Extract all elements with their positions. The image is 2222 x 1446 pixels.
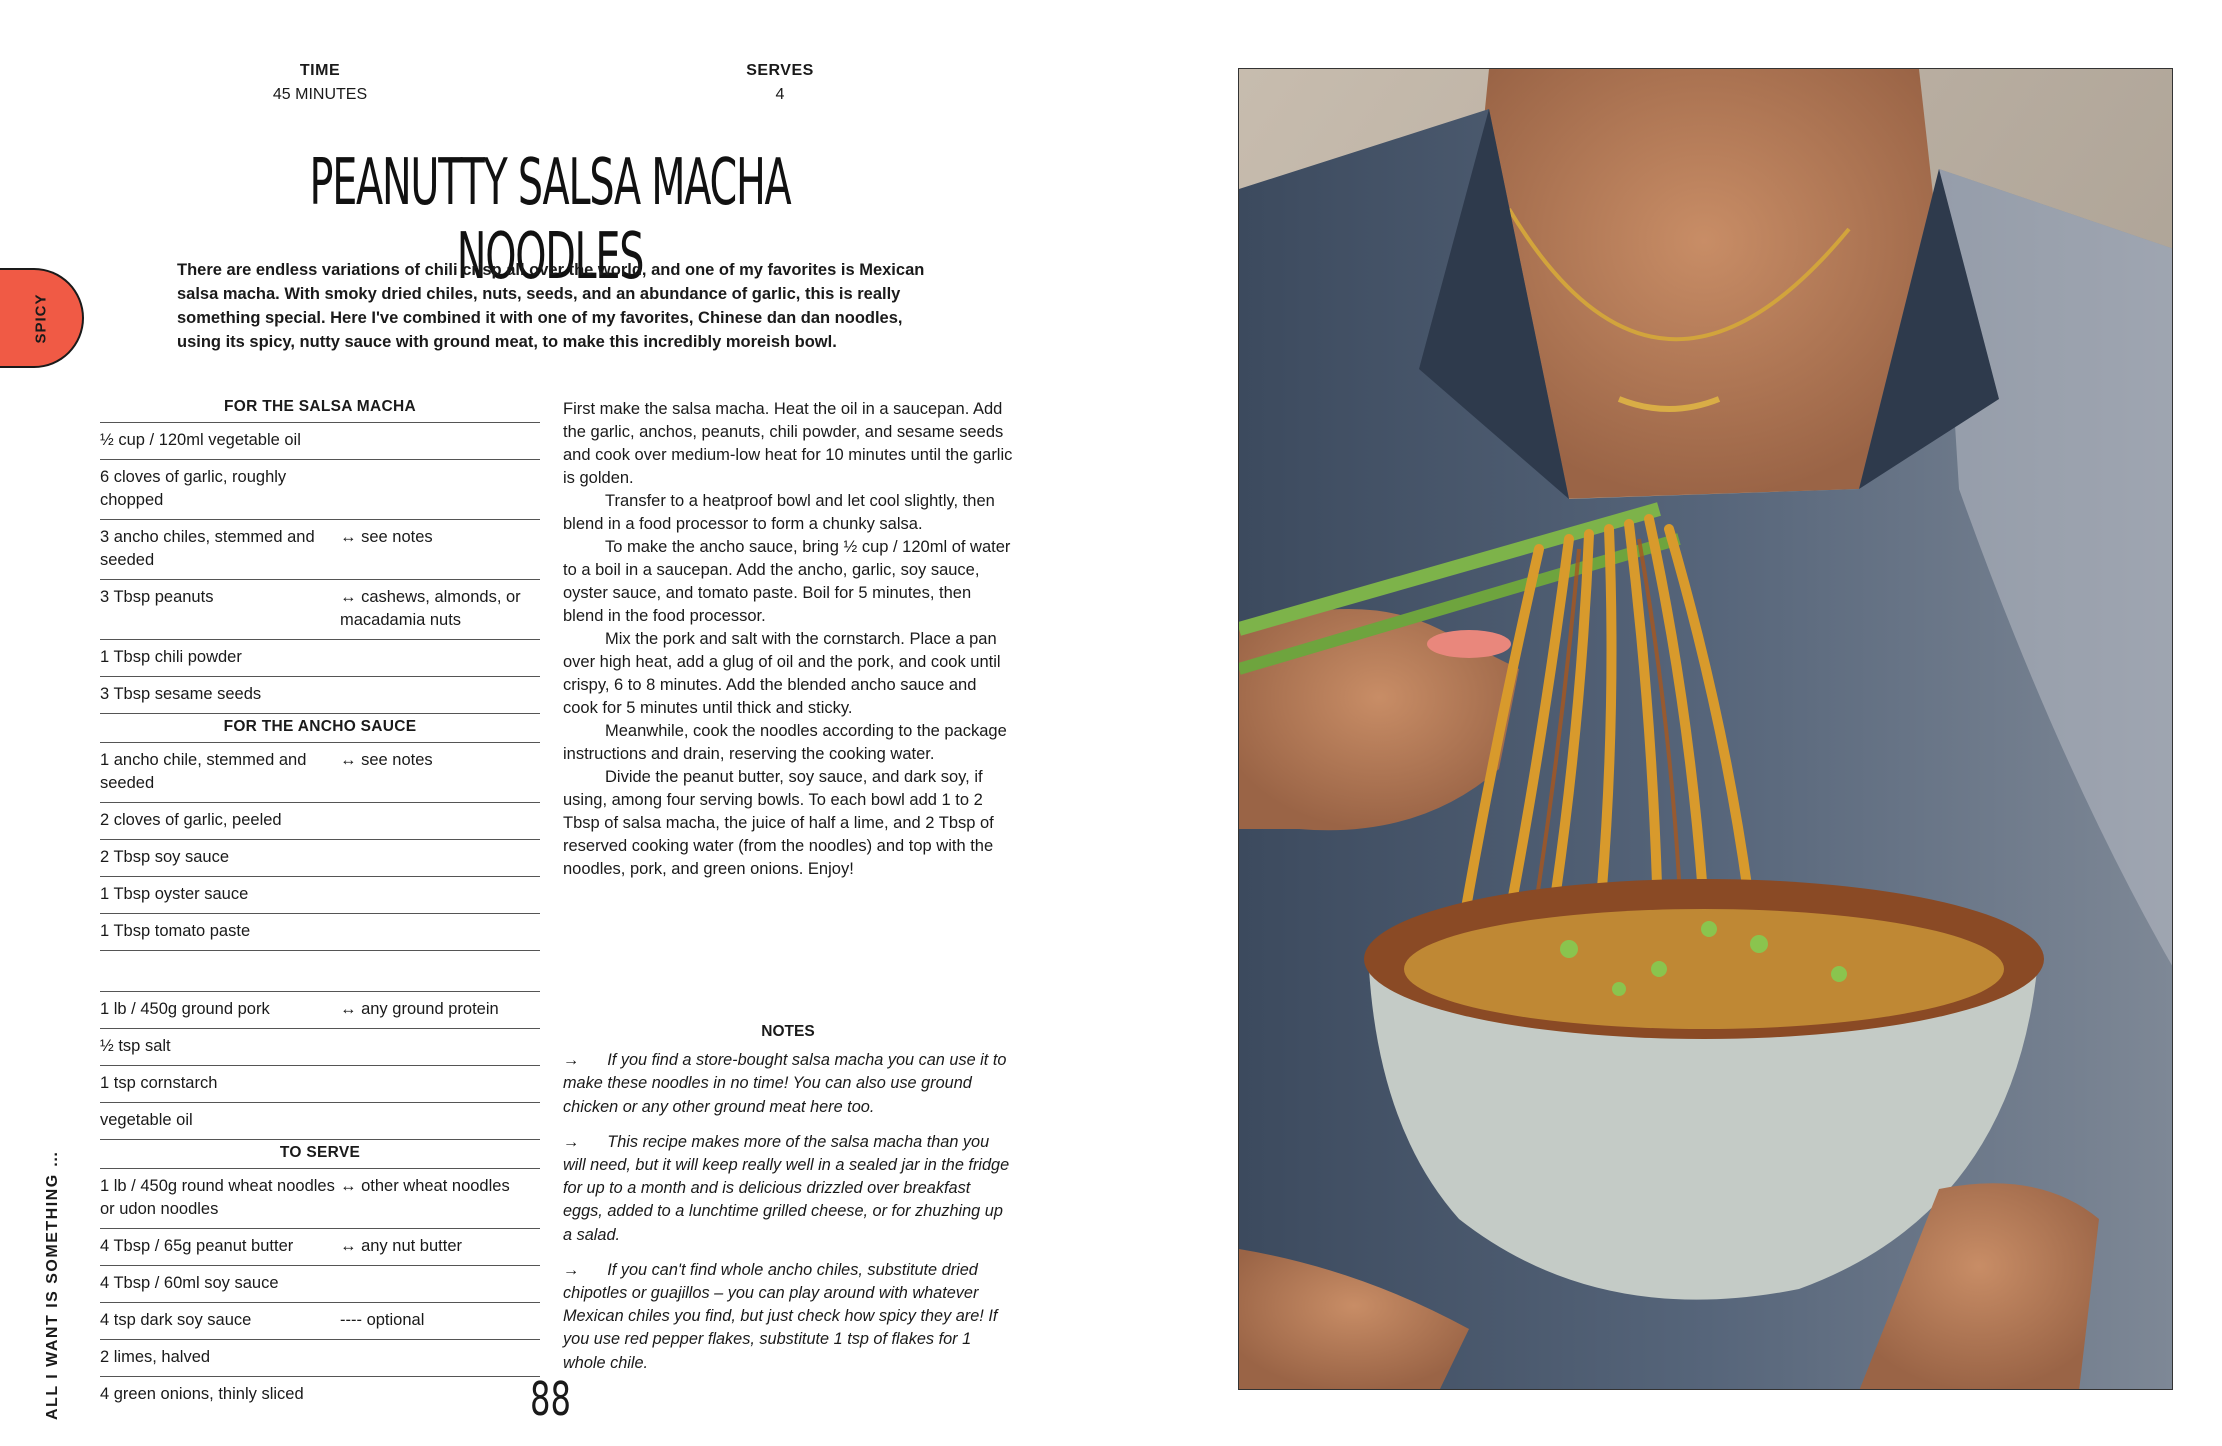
note-item [563,1049,1013,1119]
notes-list [563,1049,1013,1375]
ingredient-substitute: ↔ any nut butter [340,1237,462,1255]
ingredient-row [100,991,540,1028]
arrow-icon: → [563,1051,580,1070]
ingredient-row [100,1102,540,1139]
ingredient-row [100,676,540,713]
ingredient-row [100,1065,540,1102]
ingredient-name: 4 Tbsp / 60ml soy sauce [100,1274,279,1292]
ancho-heading: FOR THE ANCHO SAUCE [100,713,540,742]
note-item [563,1259,1013,1375]
time-label: TIME [299,62,341,79]
serve-group [100,1168,540,1413]
ingredient-substitute [340,683,540,706]
ingredient-substitute [340,883,540,906]
intro-paragraph: There are endless variations of chili crisp all over the world, and one of my favorites is Mexican salsa macha. With smoky dried chiles, nuts, seeds, and an abundance of garlic, this is really something special. Here I've combined it with one of my favorites, Chinese dan dan noodles, using its spicy, nutty sauce with ground meat, to make this incredibly moreish bowl. [177,261,925,351]
ingredient-substitute: ↔ any ground protein [340,1000,499,1018]
ingredient-substitute: ↔ other wheat noodles [340,1177,510,1195]
ingredient-name: 1 ancho chile, stemmed and seeded [100,751,307,792]
method-step: First make the salsa macha. Heat the oil in a saucepan. Add the garlic, anchos, peanuts, chili powder, and sesame seeds and cook over medium-low heat for 10 minutes until the garlic is golden. [563,400,1013,487]
ingredient-row [100,1376,540,1413]
ingredient-substitute [340,1272,540,1295]
time-value: 45 MINUTES [272,86,368,103]
arrow-icon: → [563,1132,580,1151]
ingredient-row [100,639,540,676]
method-step: Divide the peanut butter, soy sauce, and dark soy, if using, among four serving bowls. To each bowl add 1 to 2 Tbsp of salsa macha, the juice of half a lime, and 2 Tbsp of reserved cooking water (from the noodles) and top with the noodles, pork, and green onions. Enjoy! [563,768,994,878]
ingredient-name: ½ cup / 120ml vegetable oil [100,431,301,449]
serves-value: 4 [775,86,785,103]
ingredient-row [100,913,540,951]
arrow-icon: → [563,1260,580,1279]
ingredient-row [100,1168,540,1228]
ingredient-substitute: ↔ cashews, almonds, or macadamia nuts [340,588,521,629]
page-number: 88 [530,1372,571,1426]
ingredient-row [100,519,540,579]
time-block [210,62,430,104]
ingredient-row [100,1339,540,1376]
method-text [563,398,1013,881]
ingredient-name: 4 green onions, thinly sliced [100,1385,304,1403]
ingredient-name: 1 Tbsp oyster sauce [100,885,249,903]
ingredient-name: 1 Tbsp tomato paste [100,922,251,940]
ingredient-name: 3 Tbsp peanuts [100,588,214,606]
serves-label: SERVES [746,62,814,79]
method-step: To make the ancho sauce, bring ½ cup / 120ml of water to a boil in a saucepan. Add the ancho, garlic, soy sauce, oyster sauce, and tomato paste. Boil for 5 minutes, then blend in the food processor. [563,538,1011,625]
ingredient-row [100,876,540,913]
ingredient-name: ½ tsp salt [100,1037,171,1055]
ingredient-row [100,802,540,839]
noodle-photo-illustration [1239,69,2173,1390]
recipe-title: PEANUTTY SALSA MACHA NOODLES [309,146,791,294]
spicy-tab-label: SPICY [32,292,50,344]
salsa-group [100,422,540,713]
serves-block [670,62,890,104]
pork-group [100,991,540,1139]
ingredient-substitute: ↔ see notes [340,751,433,769]
note-text: If you can't find whole ancho chiles, substitute dried chipotles or guajillos – you can play around with whatever Mexican chiles you find, but just check how spicy they are! If you use red pepper flakes, substitute 1 tsp of flakes for 1 whole chile. [563,1260,998,1372]
method-step: Mix the pork and salt with the cornstarch. Place a pan over high heat, add a glug of oil and the pork, and cook until crispy, 6 to 8 minutes. Add the blended ancho sauce and cook for 5 minutes until thick and sticky. [563,630,1001,717]
ingredient-substitute [340,920,540,943]
ingredient-substitute [340,1383,540,1406]
ingredient-name: 2 Tbsp soy sauce [100,848,230,866]
ingredient-name: 3 Tbsp sesame seeds [100,685,262,703]
ingredient-row [100,422,540,459]
ingredient-row [100,1302,540,1339]
spicy-tab [0,268,84,368]
notes-section [563,1020,1013,1387]
serve-heading: TO SERVE [100,1139,540,1168]
ingredient-name: 1 lb / 450g ground pork [100,1000,270,1018]
ingredient-name: 1 tsp cornstarch [100,1074,218,1092]
ingredients-list [100,394,540,1413]
ingredient-name: 1 Tbsp chili powder [100,648,242,666]
ingredient-name: vegetable oil [100,1111,193,1129]
ingredient-substitute: ↔ see notes [340,528,433,546]
ingredient-substitute [340,846,540,869]
ingredient-name: 2 limes, halved [100,1348,211,1366]
ingredient-substitute [340,1072,540,1095]
chapter-side-label: ALL I WANT IS SOMETHING … [44,1149,61,1420]
ingredient-row [100,1028,540,1065]
ingredient-row [100,579,540,639]
ingredient-name: 6 cloves of garlic, roughly chopped [100,468,287,509]
note-text: If you find a store-bought salsa macha you can use it to make these noodles in no time! You can also use ground chicken or any other ground meat here too. [563,1051,1007,1116]
group-spacer [100,951,540,991]
ingredient-substitute: ---- optional [340,1311,425,1329]
ingredient-name: 4 Tbsp / 65g peanut butter [100,1237,294,1255]
ingredient-row [100,1265,540,1302]
ingredient-substitute [340,466,540,512]
ingredient-substitute [340,1346,540,1369]
note-text: This recipe makes more of the salsa macha than you will need, but it will keep really well in a sealed jar in the fridge for up to a month and is delicious drizzled over breakfast eggs, added to a lunchtime grilled cheese, or for zhuzhing up a salad. [563,1132,1010,1244]
ingredient-substitute [340,1035,540,1058]
ingredient-name: 1 lb / 450g round wheat noodles or udon noodles [100,1177,335,1218]
ingredient-name: 3 ancho chiles, stemmed and seeded [100,528,315,569]
ingredient-row [100,742,540,802]
ancho-group [100,742,540,951]
ingredient-name: 2 cloves of garlic, peeled [100,811,282,829]
note-item [563,1131,1013,1247]
ingredient-row [100,1228,540,1265]
ingredient-row [100,459,540,519]
ingredient-substitute [340,1109,540,1132]
ingredient-substitute [340,429,540,452]
ingredient-row [100,839,540,876]
method-step: Meanwhile, cook the noodles according to the package instructions and drain, reserving the cooking water. [563,722,1007,763]
ingredient-substitute [340,809,540,832]
recipe-photo [1238,68,2173,1390]
salsa-heading: FOR THE SALSA MACHA [224,398,416,415]
notes-heading: NOTES [761,1023,815,1040]
ingredient-name: 4 tsp dark soy sauce [100,1311,252,1329]
ingredient-substitute [340,646,540,669]
method-step: Transfer to a heatproof bowl and let cool slightly, then blend in a food processor to form a chunky salsa. [563,492,995,533]
